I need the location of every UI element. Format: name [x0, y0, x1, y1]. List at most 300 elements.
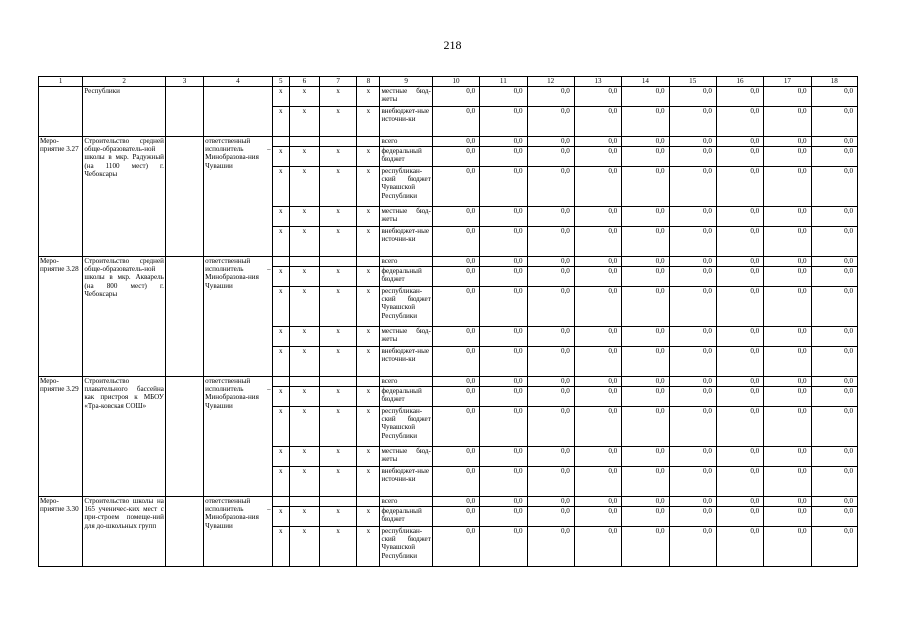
value-cell: 0,0 [622, 147, 669, 167]
value-cell: 0,0 [764, 467, 811, 497]
value-cell: 0,0 [811, 87, 857, 107]
x-mark-cell: x [357, 527, 380, 567]
value-cell: 0,0 [716, 467, 763, 497]
value-cell: 0,0 [716, 267, 763, 287]
value-cell: 0,0 [432, 507, 479, 527]
x-mark-cell: x [289, 327, 319, 347]
value-cell: 0,0 [480, 507, 527, 527]
x-mark-cell: x [357, 227, 380, 257]
x-mark-cell [320, 137, 357, 147]
measure-id: Меро-приятие 3.29 [39, 377, 83, 497]
value-cell: 0,0 [622, 497, 669, 507]
x-mark-cell: x [289, 207, 319, 227]
x-mark-cell: x [272, 467, 289, 497]
value-cell: 0,0 [716, 287, 763, 327]
value-cell: 0,0 [480, 167, 527, 207]
value-cell: 0,0 [669, 87, 716, 107]
value-cell: 0,0 [574, 87, 621, 107]
budget-table [38, 76, 858, 567]
value-cell: 0,0 [669, 167, 716, 207]
value-cell: 0,0 [432, 287, 479, 327]
value-cell: 0,0 [764, 227, 811, 257]
column-number: 10 [432, 77, 479, 87]
value-cell: 0,0 [480, 387, 527, 407]
measure-name: Строительство плавательного бассейна как пристроя к МБОУ «Тра-ковская СОШ» [83, 377, 166, 497]
value-cell: 0,0 [432, 387, 479, 407]
value-cell: 0,0 [716, 407, 763, 447]
x-mark-cell: x [357, 87, 380, 107]
x-mark-cell: x [357, 287, 380, 327]
x-mark-cell: x [272, 507, 289, 527]
x-mark-cell: x [289, 527, 319, 567]
value-cell: 0,0 [669, 377, 716, 387]
x-mark-cell: x [272, 527, 289, 567]
column-number: 11 [480, 77, 527, 87]
value-cell: 0,0 [622, 507, 669, 527]
x-mark-cell [357, 137, 380, 147]
value-cell: 0,0 [527, 387, 574, 407]
x-mark-cell [272, 257, 289, 267]
x-mark-cell: x [272, 407, 289, 447]
value-cell: 0,0 [716, 137, 763, 147]
column-number: 12 [527, 77, 574, 87]
value-cell: 0,0 [527, 507, 574, 527]
value-cell: 0,0 [622, 377, 669, 387]
table-row [39, 137, 858, 147]
value-cell: 0,0 [622, 327, 669, 347]
value-cell: 0,0 [669, 207, 716, 227]
column-number: 4 [204, 77, 273, 87]
x-mark-cell: x [320, 507, 357, 527]
x-mark-cell [272, 497, 289, 507]
value-cell: 0,0 [669, 147, 716, 167]
value-cell: 0,0 [764, 107, 811, 137]
value-cell: 0,0 [764, 377, 811, 387]
value-cell: 0,0 [622, 387, 669, 407]
column-3-cell [165, 377, 203, 497]
value-cell: 0,0 [669, 107, 716, 137]
value-cell: 0,0 [716, 347, 763, 377]
x-mark-cell [272, 137, 289, 147]
value-cell: 0,0 [527, 207, 574, 227]
x-mark-cell: x [289, 467, 319, 497]
value-cell: 0,0 [574, 267, 621, 287]
x-mark-cell [320, 377, 357, 387]
value-cell: 0,0 [669, 267, 716, 287]
value-cell: 0,0 [811, 407, 857, 447]
x-mark-cell: x [272, 267, 289, 287]
executor: ответственный исполнитель – Минобразова-ния Чувашии [204, 137, 273, 257]
x-mark-cell [320, 257, 357, 267]
x-mark-cell [289, 137, 319, 147]
funding-source: местные бюд-жеты [380, 327, 432, 347]
value-cell: 0,0 [574, 387, 621, 407]
value-cell: 0,0 [716, 527, 763, 567]
column-3-cell [165, 137, 203, 257]
x-mark-cell [357, 497, 380, 507]
value-cell: 0,0 [622, 467, 669, 497]
value-cell: 0,0 [716, 227, 763, 257]
x-mark-cell: x [289, 407, 319, 447]
value-cell: 0,0 [622, 207, 669, 227]
value-cell: 0,0 [432, 167, 479, 207]
column-number: 14 [622, 77, 669, 87]
x-mark-cell: x [320, 107, 357, 137]
value-cell: 0,0 [527, 527, 574, 567]
funding-source: всего [380, 497, 432, 507]
value-cell: 0,0 [811, 467, 857, 497]
value-cell: 0,0 [669, 497, 716, 507]
value-cell: 0,0 [669, 467, 716, 497]
x-mark-cell: x [357, 447, 380, 467]
header-row [39, 77, 858, 87]
value-cell: 0,0 [432, 497, 479, 507]
value-cell: 0,0 [527, 377, 574, 387]
value-cell: 0,0 [432, 227, 479, 257]
x-mark-cell [272, 377, 289, 387]
value-cell: 0,0 [574, 407, 621, 447]
value-cell: 0,0 [432, 407, 479, 447]
value-cell: 0,0 [527, 267, 574, 287]
executor-cell [204, 87, 273, 137]
x-mark-cell: x [272, 287, 289, 327]
x-mark-cell: x [320, 167, 357, 207]
value-cell: 0,0 [764, 287, 811, 327]
value-cell: 0,0 [527, 497, 574, 507]
value-cell: 0,0 [480, 347, 527, 377]
column-number: 18 [811, 77, 857, 87]
value-cell: 0,0 [764, 407, 811, 447]
executor: ответственный исполнитель – Минобразова-ния Чувашии [204, 377, 273, 497]
value-cell: 0,0 [716, 257, 763, 267]
value-cell: 0,0 [764, 347, 811, 377]
x-mark-cell: x [272, 87, 289, 107]
value-cell: 0,0 [764, 257, 811, 267]
value-cell: 0,0 [811, 267, 857, 287]
x-mark-cell: x [272, 387, 289, 407]
value-cell: 0,0 [527, 257, 574, 267]
column-3-cell [165, 497, 203, 567]
x-mark-cell: x [272, 227, 289, 257]
value-cell: 0,0 [764, 207, 811, 227]
value-cell: 0,0 [432, 257, 479, 267]
value-cell: 0,0 [716, 387, 763, 407]
x-mark-cell: x [272, 167, 289, 207]
value-cell: 0,0 [480, 207, 527, 227]
measure-id-cell [39, 87, 83, 137]
value-cell: 0,0 [480, 87, 527, 107]
page-number: 218 [443, 38, 462, 52]
funding-source: всего [380, 377, 432, 387]
value-cell: 0,0 [574, 227, 621, 257]
funding-source: внебюджет-ные источни-ки [380, 347, 432, 377]
x-mark-cell: x [357, 147, 380, 167]
value-cell: 0,0 [764, 87, 811, 107]
value-cell: 0,0 [716, 497, 763, 507]
x-mark-cell: x [289, 507, 319, 527]
value-cell: 0,0 [669, 527, 716, 567]
measure-name: Строительство школы на 165 ученичес-ких мест с при-строем помеще-ний для до-школьных групп [83, 497, 166, 567]
value-cell: 0,0 [480, 137, 527, 147]
funding-source: местные бюд-жеты [380, 207, 432, 227]
value-cell: 0,0 [574, 167, 621, 207]
value-cell: 0,0 [527, 87, 574, 107]
x-mark-cell: x [320, 447, 357, 467]
value-cell: 0,0 [480, 447, 527, 467]
x-mark-cell: x [320, 227, 357, 257]
funding-source: местные бюд-жеты [380, 87, 432, 107]
value-cell: 0,0 [669, 347, 716, 377]
value-cell: 0,0 [574, 207, 621, 227]
column-number: 3 [165, 77, 203, 87]
column-number: 13 [574, 77, 621, 87]
value-cell: 0,0 [432, 267, 479, 287]
value-cell: 0,0 [527, 227, 574, 257]
x-mark-cell: x [320, 207, 357, 227]
column-3-cell [165, 87, 203, 137]
value-cell: 0,0 [811, 327, 857, 347]
value-cell: 0,0 [480, 467, 527, 497]
x-mark-cell: x [272, 147, 289, 167]
value-cell: 0,0 [432, 147, 479, 167]
x-mark-cell: x [320, 267, 357, 287]
x-mark-cell: x [320, 147, 357, 167]
value-cell: 0,0 [527, 407, 574, 447]
value-cell: 0,0 [811, 527, 857, 567]
funding-source: республикан-ский бюджет Чувашской Республики [380, 167, 432, 207]
x-mark-cell: x [357, 387, 380, 407]
value-cell: 0,0 [432, 107, 479, 137]
value-cell: 0,0 [811, 287, 857, 327]
value-cell: 0,0 [480, 287, 527, 327]
value-cell: 0,0 [716, 377, 763, 387]
x-mark-cell: x [289, 107, 319, 137]
x-mark-cell: x [357, 507, 380, 527]
x-mark-cell: x [357, 407, 380, 447]
value-cell: 0,0 [432, 137, 479, 147]
value-cell: 0,0 [622, 447, 669, 467]
value-cell: 0,0 [527, 107, 574, 137]
value-cell: 0,0 [716, 167, 763, 207]
funding-source: внебюджет-ные источни-ки [380, 467, 432, 497]
column-number: 16 [716, 77, 763, 87]
x-mark-cell: x [357, 207, 380, 227]
funding-source: местные бюд-жеты [380, 447, 432, 467]
x-mark-cell: x [320, 327, 357, 347]
value-cell: 0,0 [527, 327, 574, 347]
table-row [39, 377, 858, 387]
funding-source: федеральный бюджет [380, 507, 432, 527]
value-cell: 0,0 [622, 167, 669, 207]
value-cell: 0,0 [574, 147, 621, 167]
measure-name: Строительство средней обще-образователь-ной школы в мкр. Радужный (на 1100 мест) г. Чебоксары [83, 137, 166, 257]
column-number: 6 [289, 77, 319, 87]
x-mark-cell: x [272, 347, 289, 377]
x-mark-cell [289, 497, 319, 507]
x-mark-cell: x [289, 147, 319, 167]
value-cell: 0,0 [811, 497, 857, 507]
funding-source: внебюджет-ные источни-ки [380, 107, 432, 137]
x-mark-cell: x [289, 167, 319, 207]
column-number: 17 [764, 77, 811, 87]
value-cell: 0,0 [574, 467, 621, 497]
value-cell: 0,0 [574, 347, 621, 377]
value-cell: 0,0 [669, 507, 716, 527]
value-cell: 0,0 [622, 107, 669, 137]
value-cell: 0,0 [574, 327, 621, 347]
value-cell: 0,0 [669, 447, 716, 467]
x-mark-cell: x [357, 347, 380, 377]
value-cell: 0,0 [669, 327, 716, 347]
funding-source: всего [380, 137, 432, 147]
value-cell: 0,0 [527, 447, 574, 467]
value-cell: 0,0 [764, 387, 811, 407]
value-cell: 0,0 [432, 347, 479, 377]
funding-source: республикан-ский бюджет Чувашской Республики [380, 287, 432, 327]
value-cell: 0,0 [574, 377, 621, 387]
value-cell: 0,0 [527, 287, 574, 327]
measure-id: Меро-приятие 3.27 [39, 137, 83, 257]
value-cell: 0,0 [811, 207, 857, 227]
column-number: 5 [272, 77, 289, 87]
funding-source: федеральный бюджет [380, 267, 432, 287]
funding-source: республикан-ский бюджет Чувашской Республики [380, 407, 432, 447]
x-mark-cell: x [289, 267, 319, 287]
value-cell: 0,0 [432, 467, 479, 497]
measure-id: Меро-приятие 3.28 [39, 257, 83, 377]
x-mark-cell: x [272, 447, 289, 467]
measure-name: Строительство средней обще-образователь-ной школы в мкр. Акварель (на 800 мест) г. Чебоксары [83, 257, 166, 377]
funding-source: федеральный бюджет [380, 387, 432, 407]
value-cell: 0,0 [669, 407, 716, 447]
funding-source: внебюджет-ные источни-ки [380, 227, 432, 257]
x-mark-cell: x [320, 527, 357, 567]
value-cell: 0,0 [480, 527, 527, 567]
x-mark-cell: x [289, 287, 319, 327]
x-mark-cell: x [289, 347, 319, 377]
x-mark-cell: x [289, 387, 319, 407]
value-cell: 0,0 [764, 447, 811, 467]
value-cell: 0,0 [764, 137, 811, 147]
value-cell: 0,0 [764, 327, 811, 347]
value-cell: 0,0 [527, 167, 574, 207]
value-cell: 0,0 [622, 227, 669, 257]
value-cell: 0,0 [480, 107, 527, 137]
funding-source: всего [380, 257, 432, 267]
x-mark-cell: x [320, 347, 357, 377]
executor: ответственный исполнитель – Минобразова-ния Чувашии [204, 257, 273, 377]
value-cell: 0,0 [574, 447, 621, 467]
value-cell: 0,0 [432, 527, 479, 567]
value-cell: 0,0 [622, 137, 669, 147]
x-mark-cell: x [357, 467, 380, 497]
x-mark-cell: x [272, 207, 289, 227]
value-cell: 0,0 [480, 227, 527, 257]
value-cell: 0,0 [764, 267, 811, 287]
value-cell: 0,0 [527, 467, 574, 497]
column-number: 15 [669, 77, 716, 87]
value-cell: 0,0 [811, 387, 857, 407]
value-cell: 0,0 [716, 507, 763, 527]
value-cell: 0,0 [811, 447, 857, 467]
value-cell: 0,0 [622, 267, 669, 287]
x-mark-cell [320, 497, 357, 507]
measure-name: Республики [83, 87, 166, 137]
x-mark-cell: x [320, 87, 357, 107]
value-cell: 0,0 [574, 287, 621, 327]
table-row [39, 257, 858, 267]
x-mark-cell: x [320, 287, 357, 327]
value-cell: 0,0 [669, 227, 716, 257]
column-number: 1 [39, 77, 83, 87]
value-cell: 0,0 [432, 377, 479, 387]
value-cell: 0,0 [764, 167, 811, 207]
value-cell: 0,0 [480, 147, 527, 167]
x-mark-cell: x [357, 167, 380, 207]
funding-source: республикан-ский бюджет Чувашской Республики [380, 527, 432, 567]
value-cell: 0,0 [622, 347, 669, 377]
value-cell: 0,0 [480, 267, 527, 287]
value-cell: 0,0 [574, 527, 621, 567]
value-cell: 0,0 [432, 207, 479, 227]
value-cell: 0,0 [622, 407, 669, 447]
value-cell: 0,0 [811, 227, 857, 257]
value-cell: 0,0 [716, 87, 763, 107]
value-cell: 0,0 [669, 137, 716, 147]
value-cell: 0,0 [480, 497, 527, 507]
x-mark-cell: x [272, 107, 289, 137]
x-mark-cell: x [320, 407, 357, 447]
executor: ответственный исполнитель – Минобразова-ния Чувашии [204, 497, 273, 567]
value-cell: 0,0 [716, 147, 763, 167]
value-cell: 0,0 [811, 257, 857, 267]
value-cell: 0,0 [669, 287, 716, 327]
value-cell: 0,0 [527, 137, 574, 147]
x-mark-cell: x [320, 467, 357, 497]
x-mark-cell: x [289, 87, 319, 107]
value-cell: 0,0 [432, 87, 479, 107]
value-cell: 0,0 [527, 147, 574, 167]
x-mark-cell: x [320, 387, 357, 407]
value-cell: 0,0 [480, 407, 527, 447]
value-cell: 0,0 [622, 87, 669, 107]
value-cell: 0,0 [480, 377, 527, 387]
value-cell: 0,0 [764, 507, 811, 527]
value-cell: 0,0 [622, 257, 669, 267]
value-cell: 0,0 [574, 107, 621, 137]
value-cell: 0,0 [716, 447, 763, 467]
value-cell: 0,0 [811, 347, 857, 377]
x-mark-cell [357, 377, 380, 387]
value-cell: 0,0 [574, 137, 621, 147]
x-mark-cell: x [357, 267, 380, 287]
value-cell: 0,0 [811, 507, 857, 527]
value-cell: 0,0 [480, 327, 527, 347]
x-mark-cell: x [272, 327, 289, 347]
x-mark-cell: x [289, 227, 319, 257]
x-mark-cell [289, 257, 319, 267]
column-3-cell [165, 257, 203, 377]
value-cell: 0,0 [764, 497, 811, 507]
value-cell: 0,0 [716, 107, 763, 137]
column-number: 9 [380, 77, 432, 87]
x-mark-cell [357, 257, 380, 267]
value-cell: 0,0 [716, 327, 763, 347]
value-cell: 0,0 [669, 257, 716, 267]
value-cell: 0,0 [811, 107, 857, 137]
measure-id: Меро-приятие 3.30 [39, 497, 83, 567]
table-row [39, 87, 858, 107]
